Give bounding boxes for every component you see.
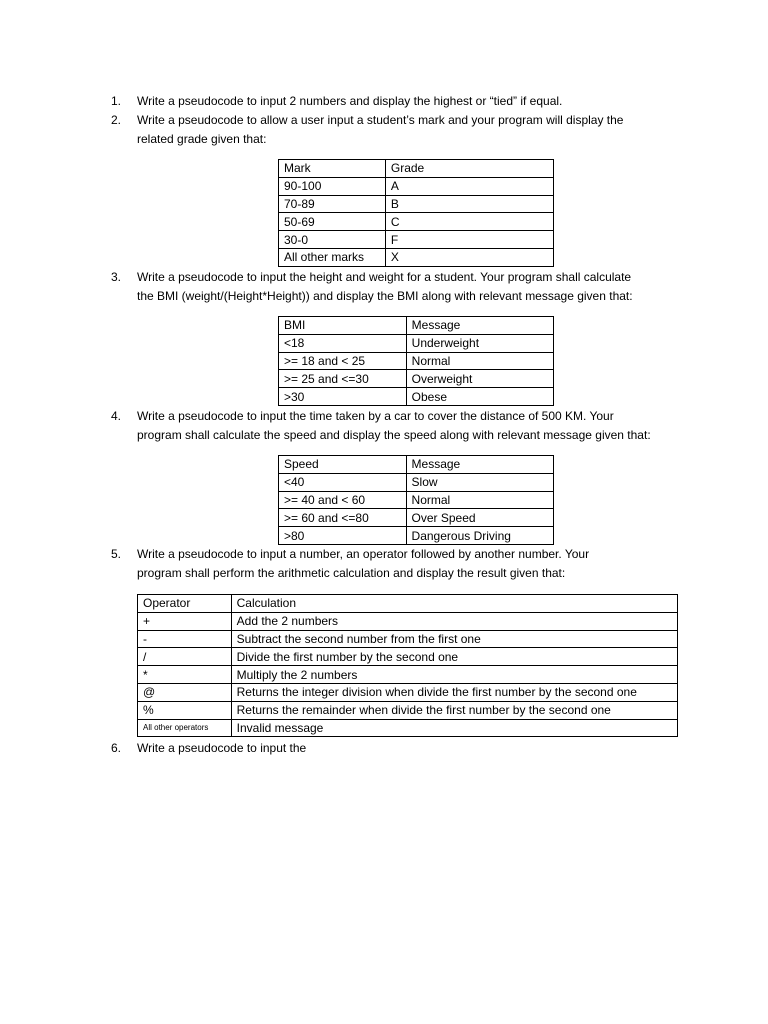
table-cell: Slow xyxy=(406,473,553,491)
table-cell: All other marks xyxy=(279,248,386,266)
table-row xyxy=(279,473,554,491)
table-cell: Dangerous Driving xyxy=(406,527,553,545)
table-header-cell: Calculation xyxy=(231,595,677,613)
table-cell: >30 xyxy=(279,388,407,406)
table-row xyxy=(138,683,678,701)
table-cell: + xyxy=(138,612,232,630)
table-row xyxy=(279,491,554,509)
table-header-row xyxy=(279,160,554,178)
speed-table xyxy=(278,455,554,545)
table-cell: >= 25 and <=30 xyxy=(279,370,407,388)
question-text: Write a pseudocode to input 2 numbers and display the highest or “tied” if equal. xyxy=(137,94,563,108)
table-cell: >= 40 and < 60 xyxy=(279,491,407,509)
table-cell: Normal xyxy=(406,352,553,370)
table-cell: 30-0 xyxy=(279,231,386,249)
table-cell: >= 18 and < 25 xyxy=(279,352,407,370)
question-number: 3. xyxy=(111,270,122,284)
question-text: Write a pseudocode to input the height and weight for a student. Your program shall calculate xyxy=(137,270,632,284)
question-number: 2. xyxy=(111,113,122,127)
table-cell: 70-89 xyxy=(279,195,386,213)
question-text: program shall perform the arithmetic calculation and display the result given that: xyxy=(137,566,566,580)
table-header-cell: BMI xyxy=(279,317,407,335)
question-1 xyxy=(0,92,768,111)
table-cell: Divide the first number by the second one xyxy=(231,648,677,666)
table-cell: 90-100 xyxy=(279,177,386,195)
table-header-cell: Mark xyxy=(279,160,386,178)
table-cell: Add the 2 numbers xyxy=(231,612,677,630)
question-text: Write a pseudocode to allow a user input a student’s mark and your program will display the xyxy=(137,113,624,127)
question-text: program shall calculate the speed and display the speed along with relevant message given that: xyxy=(137,428,651,442)
table-row xyxy=(279,527,554,545)
table-row xyxy=(279,213,554,231)
question-5 xyxy=(0,545,768,583)
bmi-table xyxy=(278,316,554,406)
question-text: Write a pseudocode to input the xyxy=(137,741,307,755)
table-header-row xyxy=(279,317,554,335)
question-number: 1. xyxy=(111,94,122,108)
table-row xyxy=(279,334,554,352)
table-header-row xyxy=(279,456,554,474)
question-2 xyxy=(0,111,768,149)
table-row xyxy=(279,195,554,213)
question-text: related grade given that: xyxy=(137,132,267,146)
table-cell: - xyxy=(138,630,232,648)
table-row xyxy=(138,648,678,666)
table-cell: Multiply the 2 numbers xyxy=(231,666,677,684)
table-row xyxy=(279,388,554,406)
question-4 xyxy=(0,407,768,445)
table-cell: C xyxy=(385,213,553,231)
table-cell: / xyxy=(138,648,232,666)
table-cell: Subtract the second number from the first one xyxy=(231,630,677,648)
table-cell: Invalid message xyxy=(231,719,677,737)
question-3 xyxy=(0,268,768,306)
table-cell: All other operators xyxy=(138,719,232,737)
table-cell: Underweight xyxy=(406,334,553,352)
question-text: Write a pseudocode to input a number, an operator followed by another number. Your xyxy=(137,547,590,561)
table-row xyxy=(138,666,678,684)
question-number: 4. xyxy=(111,409,122,423)
table-cell: >80 xyxy=(279,527,407,545)
table-cell: Returns the remainder when divide the first number by the second one xyxy=(231,701,677,719)
table-cell: Normal xyxy=(406,491,553,509)
table-cell: Overweight xyxy=(406,370,553,388)
table-header-row xyxy=(138,595,678,613)
table-cell: <18 xyxy=(279,334,407,352)
table-row xyxy=(279,509,554,527)
table-cell: Over Speed xyxy=(406,509,553,527)
question-text: the BMI (weight/(Height*Height)) and display the BMI along with relevant message given that: xyxy=(137,289,633,303)
table-header-cell: Message xyxy=(406,456,553,474)
table-cell: Returns the integer division when divide the first number by the second one xyxy=(231,683,677,701)
question-text: Write a pseudocode to input the time taken by a car to cover the distance of 500 KM. Your xyxy=(137,409,614,423)
table-row xyxy=(279,352,554,370)
table-cell: F xyxy=(385,231,553,249)
table-cell: A xyxy=(385,177,553,195)
question-6 xyxy=(0,739,768,758)
question-number: 6. xyxy=(111,741,122,755)
table-cell: >= 60 and <=80 xyxy=(279,509,407,527)
table-row xyxy=(138,719,678,737)
table-row xyxy=(279,231,554,249)
table-header-cell: Operator xyxy=(138,595,232,613)
table-row xyxy=(138,701,678,719)
table-row xyxy=(138,612,678,630)
table-cell: 50-69 xyxy=(279,213,386,231)
table-row xyxy=(279,370,554,388)
table-cell: <40 xyxy=(279,473,407,491)
table-header-cell: Grade xyxy=(385,160,553,178)
table-row xyxy=(138,630,678,648)
table-row xyxy=(279,248,554,266)
table-cell: Obese xyxy=(406,388,553,406)
table-row xyxy=(279,177,554,195)
table-cell: @ xyxy=(138,683,232,701)
table-header-cell: Speed xyxy=(279,456,407,474)
table-header-cell: Message xyxy=(406,317,553,335)
table-cell: X xyxy=(385,248,553,266)
table-cell: % xyxy=(138,701,232,719)
table-cell: B xyxy=(385,195,553,213)
table-cell: * xyxy=(138,666,232,684)
grade-table xyxy=(278,159,554,267)
operator-table xyxy=(137,594,678,737)
question-number: 5. xyxy=(111,547,122,561)
